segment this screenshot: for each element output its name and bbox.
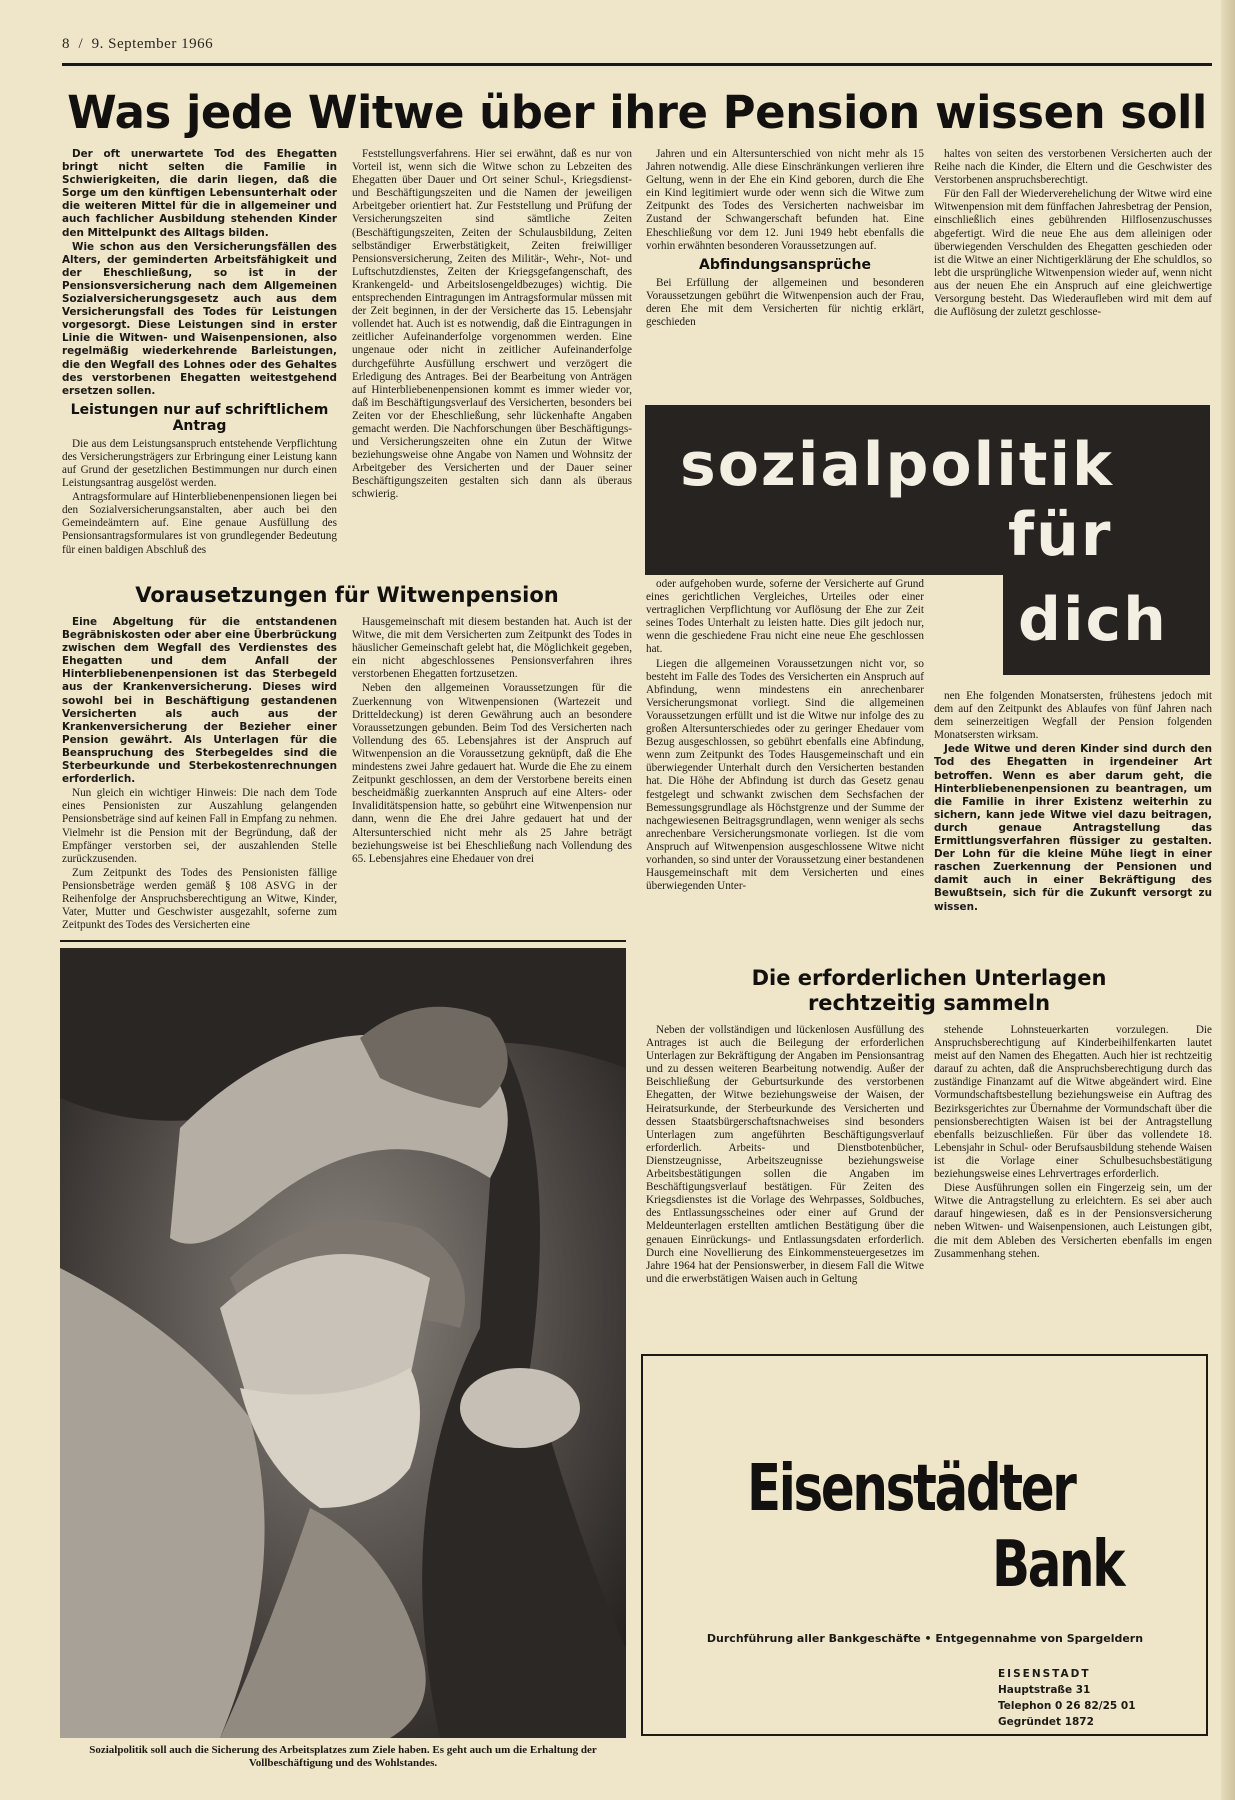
- column-d: [934, 690, 1212, 944]
- paragraph: Hausgemeinschaft mit diesem bestanden hat. Auch ist der Witwe, die mit dem Versicherten zum Zeitpunkt des Todes in häuslicher Gemeinschaft gelebt hat, die Möglichkeit gegeben, ein nicht abgeschlossenes Pensionsverfahren ihres verstorbenen Ehegatten fortzusetzen.: [352, 616, 632, 681]
- column-c: [646, 578, 924, 944]
- paragraph-bold: Eine Abgeltung für die entstandenen Begräbniskosten oder aber eine Überbrückung zwischen dem Wegfall des Verdienstes des Ehegatten und dem Anfall der Hinterbliebenenpensionen ist das Sterbegeld aus der Krankenversicherung. Dieses wird sowohl bei in Beschäftigung gestandenen Versicherten als auch aus der Krankenversicherung der Bezieher einer Pension gewährt. Als Unterlagen für die Beanspruchung des Sterbegeldes sind die Sterbeurkunde und Sterbekostenrechnungen erforderlich.: [62, 616, 337, 786]
- photo-illustration: [60, 948, 626, 1738]
- photo-caption: Sozialpolitik soll auch die Sicherung des Arbeitsplatzes zum Ziele haben. Es geht auch um die Erhaltung der Vollbeschäftigung und des Wohlstandes.: [89, 1744, 597, 1769]
- column-a: [62, 616, 337, 934]
- paragraph: Nun gleich ein wichtiger Hinweis: Die nach dem Tode eines Pensionisten zur Auszahlung gelangenden Pensionsbeträge sind auf keinen Fall in Empfang zu nehmen. Vielmehr ist die Pension mit der Begründung, daß der Empfänger verstorben sei, der auszahlenden Stelle zurückzusenden.: [62, 787, 337, 865]
- column-f: [934, 1024, 1212, 1342]
- paragraph: Jahren und ein Altersunterschied von nicht mehr als 15 Jahren notwendig. Alle diese Einschränkungen verlieren ihre Geltung, wenn in der Ehe ein Kind geboren, durch die Ehe ein Kind legitimiert wurde oder wenn sich die Witwe zum Zeitpunkt des Todes des Versicherten nachweisbar im Zustand der Schwangerschaft befunden hat. Eine Eheschließung vor dem 12. Juni 1949 hebt ebenfalls die vorhin erwähnten besonderen Voraussetzungen auf.: [646, 148, 924, 252]
- paragraph: Die aus dem Leistungsanspruch entstehende Verpflichtung des Versicherungsträgers zur Erbringung einer Leistung kann auf Grund der gesetzlichen Bestimmungen nur durch einen Leistungsantrag ausgelöst werden.: [62, 437, 337, 490]
- bank-tagline: Durchführung aller Bankgeschäfte • Entgegennahme von Spargeldern: [706, 1632, 1144, 1645]
- page-header: [62, 36, 213, 53]
- bank-address: [998, 1666, 1136, 1730]
- paragraph: Zum Zeitpunkt des Todes des Pensionisten fällige Pensionsbeträge werden gemäß § 108 ASVG in der Reihenfolge der Anspruchsberechtigung an Witwe, Kinder, Vater, Mutter und Geschwister ausgezahlt, soferne zum Zeitpunkt des Todes des Versicherten eine: [62, 866, 337, 932]
- paragraph: Liegen die allgemeinen Voraussetzungen nicht vor, so besteht im Falle des Todes des Versicherten ein Anspruch auf Abfindung, wenn mindestens ein anrechenbarer Versicherungsmonat vorliegt. Sind die allgemeinen Voraussetzungen erfüllt und ist die Witwe nur infolge des zu großen Altersunterschiedes oder zu geringer Ehedauer vom Bezug ausgeschlossen, so gebührt ebenfalls eine Abfindung, wenn zum Zeitpunkt des Todes Hausgemeinschaft und ein überwiegender Unterhalt durch den Versicherten bestanden hat. Die Höhe der Abfindung ist durch das Gesetz genau festgelegt und schwankt zwischen dem Sechsfachen der Bemessungsgrundlage als Höchstgrenze und der Summe der nachgewiesenen Beitragsgrundlagen, wenn weniger als sechs anrechenbare Versicherungsmonate vorliegen. Ist die vom Anspruch auf Witwenpension ausgeschlossene Witwe nicht vorhanden, so sind unter der Voraussetzung einer bestandenen Hausgemeinschaft mit dem Versicherten und eines überwiegenden Unter-: [646, 657, 924, 893]
- column-2: [352, 148, 632, 570]
- section-rule: [60, 940, 626, 942]
- column-4: [934, 148, 1212, 398]
- paragraph: Für den Fall der Wiederverehelichung der Witwe wird eine Witwenpension mit dem fünffachen Jahresbetrag der Pension, einschließlich eines gebührenden Hilflosenzuschusses abgefertigt. Wird die neue Ehe aus dem alleinigen oder überwiegenden Verschulden des Ehegatten geschieden oder ist die Witwe an einer Nichtigerklärung der Ehe schuldlos, so lebt die ursprüngliche Witwenpension wieder auf, wenn nicht aus der neuen Ehe ein Anspruch auf eine gleichwertige Versorgung besteht. Das Wiederaufleben wird mit dem auf die Auflösung der zuletzt geschlosse-: [934, 188, 1212, 319]
- column-b: [352, 616, 632, 934]
- column-1: [62, 148, 337, 570]
- subhead-unterlagen-line2: rechtzeitig sammeln: [807, 991, 1051, 1015]
- subhead-voraussetzungen: Vorausetzungen für Witwenpension: [135, 583, 559, 607]
- bank-phone: Telephon 0 26 82/25 01: [998, 1700, 1136, 1712]
- paragraph: Neben den allgemeinen Voraussetzungen für die Zuerkennung von Witwenpensionen (Wartezeit und Dritteldeckung) ist deren Gewährung auch an besondere Voraussetzungen gebunden. Beim Tod des Versicherten nach Vollendung des 65. Lebensjahres ist der Anspruch auf Witwenpension an die Voraussetzung geknüpft, daß die Ehe mindestens zwei Jahre gedauert hat. Wurde die Ehe zu einem Zeitpunkt geschlossen, an dem der Verstorbene bereits einen bescheidmäßig zuerkannten Anspruch auf eine Alters- oder Invaliditätspension hatte, so gebührt eine Witwenpension nur dann, wenn die Ehe drei Jahre gedauert hat und der Altersunterschied nicht mehr als 25 Jahre beträgt beziehungsweise ist bei Eheschließung nach Vollendung des 65. Lebensjahres eine Ehedauer von drei: [352, 682, 632, 865]
- paragraph: nen Ehe folgenden Monatsersten, frühestens jedoch mit dem auf den Zeitpunkt des Ablaufes von fünf Jahren nach dem seinerzeitigen Wegfall der Pension folgenden Monatsersten wirksam.: [934, 690, 1212, 742]
- banner-word-sozialpolitik: sozialpolitik: [680, 430, 1114, 500]
- paragraph: Neben der vollständigen und lückenlosen Ausfüllung des Antrages ist auch die Beilegung der erforderlichen Unterlagen zur Bekräftigung der Angaben im Pensionsantrag und zu dessen weiteren Bearbeitung notwendig. Außer der Beischließung der Geburtsurkunde des verstorbenen Ehegatten, der Witwe beziehungsweise der Waisen, der Heiratsurkunde, der Sterbeurkunde des Versicherten und dessen Staatsbürgerschaftsnachweises sind besonders Unterlagen zum angeführten Beschäftigungsverlauf erforderlich. Arbeits- und Dienstbotenbücher, Dienstzeugnisse, Arbeitszeugnisse beziehungsweise Arbeitsbestätigungen sollen die Angaben im Beschäftigungsverlauf bestätigen. Für Zeiten des Kriegsdienstes ist die Vorlage des Wehrpasses, Soldbuches, des Entlassungsscheines oder einer auf Grund der Meldeunterlagen erstellten amtlichen Bestätigung über die genauen Einrückungs- und Entlassungsdaten erforderlich. Durch eine Novellierung des Einkommensteuergesetzes im Jahre 1964 hat der Pensionswerber, in diesem Fall die Witwe und die erwerbstätigen Waisen auch in Geltung: [646, 1024, 924, 1285]
- bank-name-line1: Eisenstädter: [747, 1452, 1075, 1526]
- header-separator: /: [78, 36, 84, 52]
- bank-name-line2: Bank: [992, 1528, 1124, 1602]
- bank-city: EISENSTADT: [998, 1668, 1091, 1680]
- issue-date: 9. September 1966: [91, 36, 214, 52]
- banner-word-dich: dich: [1018, 585, 1168, 655]
- page-number: 8: [62, 36, 70, 52]
- banner-word-fuer: für: [1008, 500, 1113, 570]
- column-3: [646, 148, 924, 398]
- header-rule: [62, 63, 1212, 66]
- paragraph-bold: Jede Witwe und deren Kinder sind durch den Tod des Ehegatten in irgendeiner Art betroffen. Wenn es aber darum geht, die Hinterbliebenenpensionen zu beantragen, um die Familie in ihrer Existenz weiterhin zu sichern, kann jede Witwe viel dazu beitragen, durch genaue Antragstellung das Ermittlungsverfahren flüssiger zu gestalten. Der Lohn für die kleine Mühe liegt in einer raschen Zuerkennung der Pensionen und damit auch in einer Bekräftigung des Bewußtsein, sich für die Zukunft versorgt zu wissen.: [934, 743, 1212, 913]
- paragraph: stehende Lohnsteuerkarten vorzulegen. Die Anspruchsberechtigung auf Kinderbeihilfenkarten lautet meist auf den Namen des Ehegatten. Auch hier ist rechtzeitig darauf zu achten, daß die Anspruchsberechtigung durch das zuständige Finanzamt auf die Witwe abgeändert wird. Eine Vormundschaftsbestellung beziehungsweise ein Auftrag des Bezirksgerichtes zur Übernahme der Vormundschaft über die pensionsberechtigten Waisen ist bei der Antragstellung ebenfalls beizuschließen. Für über das vollendete 18. Lebensjahr in Schul- oder Berufsausbildung stehende Waisen ist die Vorlage einer Schulbesuchsbestätigung beziehungsweise eines Lehrvertrages erforderlich.: [934, 1024, 1212, 1181]
- paragraph: Bei Erfüllung der allgemeinen und besonderen Voraussetzungen gebührt die Witwenpension auch der Frau, deren Ehe mit dem Versicherten für nichtig erklärt, geschieden: [646, 276, 924, 329]
- subhead-abfindung: Abfindungsansprüche: [699, 256, 871, 273]
- intro-paragraph: Der oft unerwartete Tod des Ehegatten bringt nicht selten die Familie in Schwierigkeiten, die darin liegen, daß die Sorge um den künftigen Lebensunterhalt oder die weiteren Mittel für die in allgemeiner und auch fachlicher Ausbildung stehenden Kinder den Mittelpunkt des Alltags bilden.: [62, 148, 337, 239]
- bank-street: Hauptstraße 31: [998, 1684, 1091, 1696]
- subhead-leistungen: Leistungen nur auf schriftlichem Antrag: [70, 401, 329, 434]
- page-edge: [1221, 0, 1235, 1800]
- paragraph: Diese Ausführungen sollen ein Fingerzeig sein, um der Witwe die Antragstellung zu erleichtern. Es sei aber auch darauf hingewiesen, daß es in der Pensionsversicherung neben Witwen- und Waisenpensionen, auch Leistungen gibt, die mit dem Ableben des Versicherten ebenfalls im engen Zusammenhang stehen.: [934, 1182, 1212, 1260]
- intro-paragraph: Wie schon aus den Versicherungsfällen des Alters, der geminderten Arbeitsfähigkeit und der Eheschließung, so ist in der Pensionsversicherung nach dem Allgemeinen Sozialversicherungsgesetz auch aus dem Versicherungsfall des Todes für Leistungen vorgesorgt. Diese Leistungen sind in erster Linie die Witwen- und Waisenpensionen, also regelmäßig wiederkehrende Barleistungen, die den Wegfall des Lohnes oder des Gehaltes des verstorbenen Ehegatten weitestgehend ersetzen sollen.: [62, 240, 337, 397]
- subhead-unterlagen: [646, 966, 1212, 1016]
- main-headline: Was jede Witwe über ihre Pension wissen soll: [67, 86, 1207, 139]
- subhead-unterlagen-line1: Die erforderlichen Unterlagen: [751, 966, 1107, 990]
- paragraph: haltes von seiten des verstorbenen Versicherten auch der Reihe nach die Kinder, die Eltern und die Geschwister des Verstorbenen anspruchsberechtigt.: [934, 148, 1212, 187]
- bank-founded: Gegründet 1872: [998, 1716, 1094, 1728]
- miner-photo: [60, 948, 626, 1738]
- column-e: [646, 1024, 924, 1342]
- paragraph: Antragsformulare auf Hinterbliebenenpensionen liegen bei den Sozialversicherungsanstalten, aber auch bei den Gemeindeämtern auf. Eine genaue Ausfüllung des Pensionsantragsformulares ist von grundlegender Bedeutung für einen baldigen Abschluß des: [62, 491, 337, 556]
- paragraph: Feststellungsverfahrens. Hier sei erwähnt, daß es nur von Vorteil ist, wenn sich die Witwe schon zu Lebzeiten des Ehegatten über Dauer und Ort seiner Schul-, Kriegsdienst- und Beschäftigungszeiten und die Namen der jeweiligen Arbeitgeber orientiert hat. Zur Feststellung und Prüfung der Versicherungszeiten sind sämtliche Zeiten (Beschäftigungszeiten, Zeiten der Schulausbildung, Zeiten selbständiger Erwerbstätigkeit, Zeiten freiwilliger Pensionsversicherung, Zeiten des Militär-, Wehr-, Not- und Luftschutzdienstes, Zeiten der Kriegsgefangenschaft, des Krankengeld- und Arbeitslosengeldbezuges) wichtig. Die entsprechenden Eintragungen im Antragsformular müssen mit der Zeit beginnen, in der der Versicherte das 15. Lebensjahr vollendet hat. Auch ist es notwendig, daß die Eintragungen in zeitlicher Aufeinanderfolge vorgenommen werden. Eine ungenaue oder nicht in zeitlicher Aufeinanderfolge durchgeführte Ausfüllung erschwert und verzögert die Erledigung des Antrages. Bei der Bearbeitung von Anträgen auf Hinterbliebenenpensionen kommt es immer wieder vor, daß im Beschäftigungsverlauf des Versicherten, besonders bei Zeiten vor der Eheschließung, sehr lückenhafte Angaben gemacht werden. Die Nachforschungen über Beschäftigungs- und Versicherungszeiten ohne ein Zutun der Witwe beziehungsweise ohne Angabe von Namen und Wohnsitz der Arbeitgeber des Versicherten und der Dauer seiner Beschäftigungszeiten gestalten sich dann als überaus schwierig.: [352, 148, 632, 501]
- paragraph: oder aufgehoben wurde, soferne der Versicherte auf Grund eines gerichtlichen Vergleiches, Urteiles oder einer vertraglichen Verpflichtung vor Auflösung der Ehe zur Zeit seines Todes Unterhalt zu leisten hatte. Dies gilt jedoch nur, wenn die geschiedene Frau nicht eine neue Ehe geschlossen hat.: [646, 578, 924, 656]
